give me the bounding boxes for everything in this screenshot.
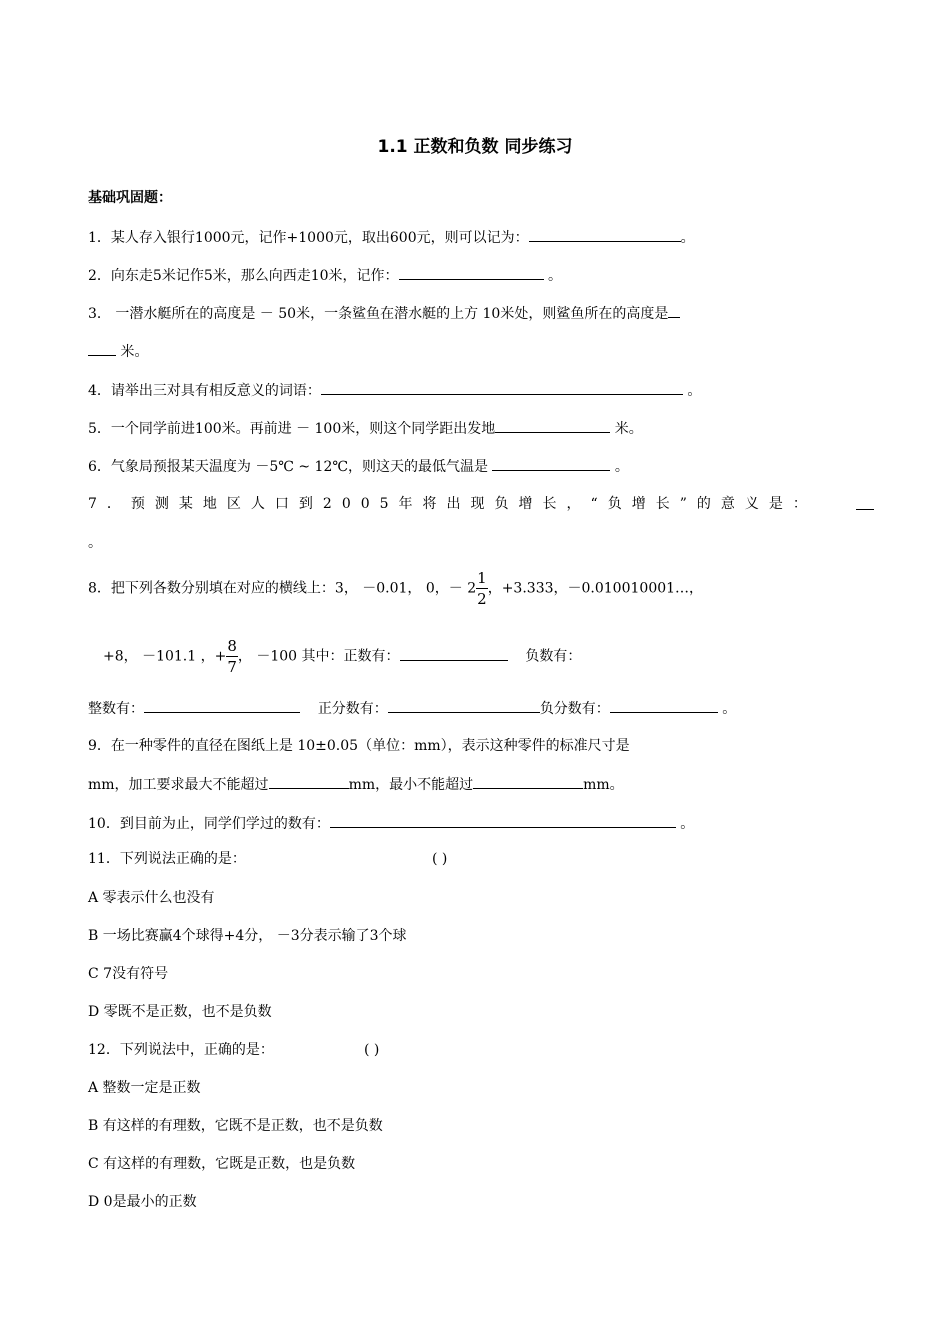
answer-blank-positive-fraction <box>388 698 540 713</box>
question-8-text-b: ，+3.333，－0.010010001…， <box>487 580 704 597</box>
negative-fraction-label: 负分数有： <box>539 701 610 717</box>
option-b: B 有这样的有理数，它既不是正数，也不是负数 <box>88 1118 383 1134</box>
question-5 <box>88 418 643 439</box>
integer-label: 整数有： <box>88 701 144 717</box>
question-9-cont-c: mm。 <box>583 777 624 793</box>
answer-blank-positive <box>400 646 508 661</box>
question-9-cont-a: mm，加工要求最大不能超过 <box>88 777 269 793</box>
question-4-text: 4．请举出三对具有相反意义的词语： <box>88 383 321 399</box>
question-1 <box>88 227 695 248</box>
answer-blank <box>399 265 544 280</box>
answer-blank <box>321 380 683 395</box>
question-3-cont: 米。 <box>120 344 149 360</box>
answer-blank <box>88 341 116 356</box>
option-c: C 7没有符号 <box>88 966 169 982</box>
question-8-end: 。 <box>717 701 737 717</box>
question-6 <box>88 456 629 477</box>
answer-blank-max <box>269 774 349 789</box>
page-title: 1.1 正数和负数 同步练习 <box>377 137 573 157</box>
option-d: D 零既不是正数，也不是负数 <box>88 1004 272 1020</box>
fraction-denominator: 7 <box>227 658 237 676</box>
fraction-eight-sevenths <box>226 636 238 677</box>
question-3-continued <box>88 341 148 362</box>
question-8-line-3 <box>88 698 736 719</box>
answer-blank <box>856 495 874 510</box>
question-5-text: 5．一个同学前进100米。再前进 － 100米，则这个同学距出发地 <box>88 421 496 437</box>
option-d: D 0是最小的正数 <box>88 1194 197 1210</box>
question-12-answer-paren: ( ) <box>364 1042 380 1058</box>
answer-blank-negative-fraction <box>610 698 718 713</box>
positive-fraction-label: 正分数有： <box>317 701 388 717</box>
question-6-text: 6．气象局预报某天温度为 －5℃ ~ 12℃，则这天的最低气温是 <box>88 459 489 475</box>
question-4-end: 。 <box>682 383 702 399</box>
question-8-line-2 <box>103 636 581 677</box>
option-a: A 零表示什么也没有 <box>88 890 215 906</box>
question-9-cont-b: mm，最小不能超过 <box>348 777 474 793</box>
answer-blank-integer <box>144 698 300 713</box>
question-8-text-a: 8．把下列各数分别填在对应的横线上：3， －0.01， 0，－ 2 <box>88 580 477 597</box>
answer-blank <box>529 227 681 242</box>
question-1-text: 1．某人存入银行1000元，记作+1000元，取出600元，则可以记为： <box>88 230 529 246</box>
question-8-text-d: ， －100 其中：正数有： <box>237 648 400 665</box>
answer-blank <box>330 813 676 828</box>
question-7-continued: 。 <box>88 535 102 551</box>
answer-blank <box>495 418 610 433</box>
question-8 <box>88 568 703 609</box>
question-1-end: 。 <box>680 230 695 246</box>
fraction-one-half <box>476 568 488 609</box>
question-11-answer-paren: ( ) <box>432 851 448 867</box>
question-11 <box>88 849 246 869</box>
question-2-end: 。 <box>543 268 562 284</box>
option-a: A 整数一定是正数 <box>88 1080 201 1096</box>
question-2 <box>88 265 562 286</box>
question-7 <box>88 494 874 514</box>
fraction-numerator: 8 <box>227 637 237 655</box>
question-9-continued <box>88 774 624 795</box>
option-b: B 一场比赛赢4个球得+4分， －3分表示输了3个球 <box>88 928 407 944</box>
answer-blank <box>668 303 680 318</box>
question-3 <box>88 303 680 324</box>
question-9: 9．在一种零件的直径在图纸上是 10±0.05（单位：mm），表示这种零件的标准尺寸是 <box>88 738 630 754</box>
answer-blank-min <box>473 774 583 789</box>
question-3-text: 3． 一潜水艇所在的高度是 － 50米，一条鲨鱼在潜水艇的上方 10米处，则鲨鱼所在的高度是 <box>88 306 669 322</box>
question-5-end: 米。 <box>610 421 643 437</box>
question-4 <box>88 380 701 401</box>
option-c: C 有这样的有理数，它既是正数，也是负数 <box>88 1156 356 1172</box>
question-6-end: 。 <box>610 459 629 475</box>
question-10-text: 10．到目前为止，同学们学过的数有： <box>88 816 330 832</box>
question-2-text: 2．向东走5米记作5米，那么向西走10米，记作： <box>88 268 399 284</box>
fraction-numerator: 1 <box>477 569 487 587</box>
fraction-denominator: 2 <box>477 590 487 608</box>
question-12-text: 12．下列说法中，正确的是： <box>88 1042 274 1058</box>
question-11-text: 11．下列说法正确的是： <box>88 851 246 867</box>
negative-label: 负数有： <box>525 648 582 665</box>
question-10 <box>88 813 694 834</box>
question-7-text: 7．预测某地区人口到2005年将出现负增长，“负增长”的意义是： <box>88 496 817 512</box>
question-12 <box>88 1040 274 1060</box>
question-10-end: 。 <box>675 816 695 832</box>
answer-blank <box>492 456 610 471</box>
section-heading: 基础巩固题： <box>88 190 172 206</box>
question-8-text-c: +8， －101.1 ，+ <box>103 648 227 665</box>
